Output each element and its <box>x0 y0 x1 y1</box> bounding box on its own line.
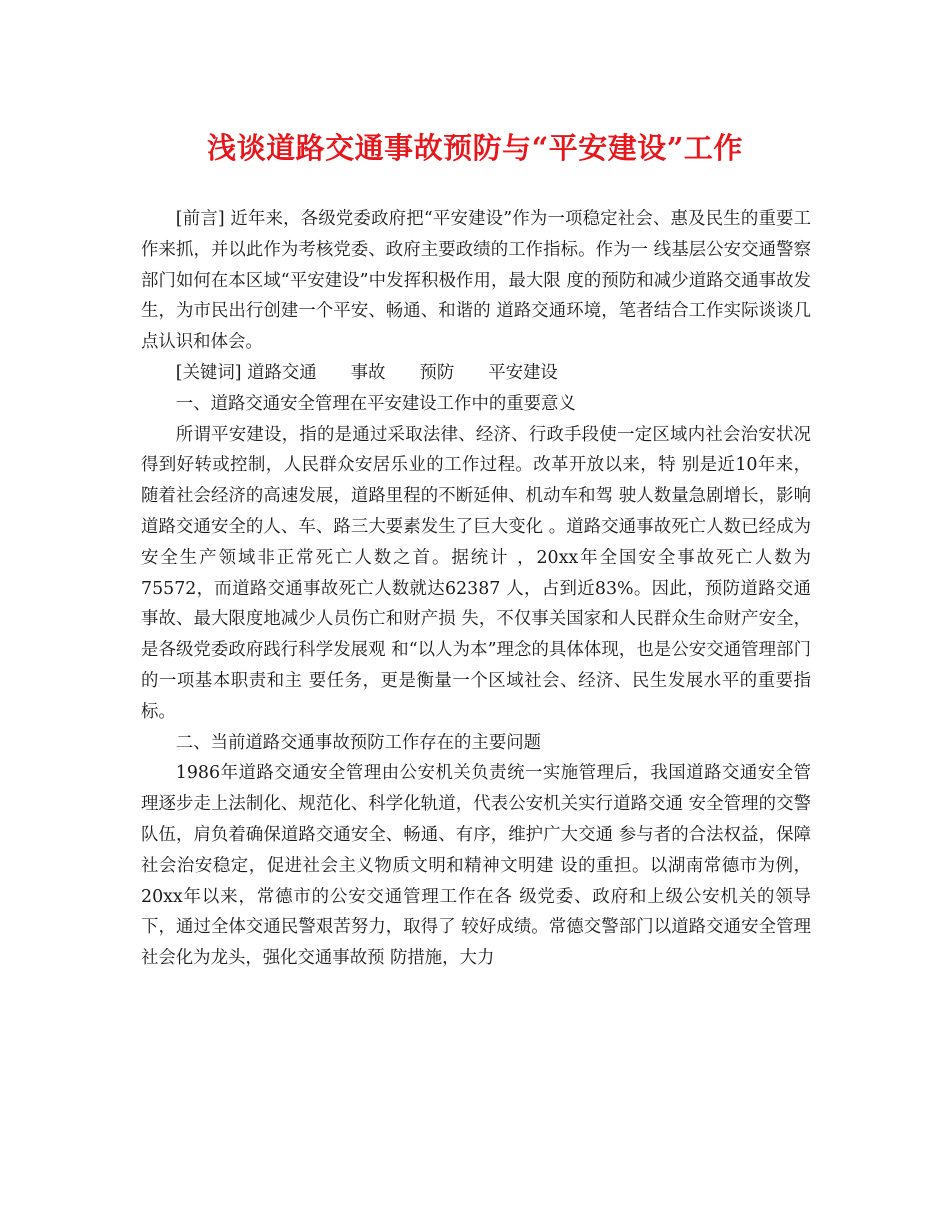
keywords-label: [关键词] <box>175 362 242 383</box>
section-paragraph: 所谓平安建设，指的是通过采取法律、经济、行政手段使一定区域内社会治安状况得到好转或控制，人民群众安居乐业的工作过程。改革开放以来，特 别是近10年来，随着社会经济的高速发展，道路里程的不断延伸、机动车和驾 驶人数量急剧增长，影响道路交通安全的人、车、路三大要素发生了巨大变化 。道路交通事故死亡人数已经成为安全生产领域非正常死亡人数之首。据统计 ，20xx年全国安全事故死亡人数为75572，而道路交通事故死亡人数就达62387 人，占到近83%。因此，预防道路交通事故、最大限度地减少人员伤亡和财产损 失，不仅事关国家和人民群众生命财产安全，是各级党委政府践行科学发展观 和“以人为本”理念的具体体现，也是公安交通管理部门的一项基本职责和主 要任务，更是衡量一个区域社会、经济、民生发展水平的重要指标。 <box>141 424 811 722</box>
keyword-item: 平安建设 <box>488 362 558 383</box>
section-heading: 一、道路交通安全管理在平安建设工作中的重要意义 <box>175 393 576 414</box>
section-heading: 二、当前道路交通事故预防工作存在的主要问题 <box>175 732 542 753</box>
section-paragraph: 1986年道路交通安全管理由公安机关负责统一实施管理后，我国道路交通安全管理逐步走上法制化、规范化、科学化轨道，代表公安机关实行道路交通 安全管理的交警队伍，肩负着确保道路交通安全、畅通、有序，维护广大交通 参与者的合法权益，保障社会治安稳定，促进社会主义物质文明和精神文明建 设的重担。以湖南常德市为例，20xx年以来，常德市的公安交通管理工作在各 级党委、政府和上级公安机关的领导下，通过全体交通民警艰苦努力，取得了 较好成绩。常德交警部门以道路交通安全管理社会化为龙头，强化交通事故预 防措施，大力 <box>141 763 811 969</box>
keyword-item: 预防 <box>419 362 455 383</box>
keyword-item: 道路交通 <box>247 362 317 383</box>
keyword-item: 事故 <box>350 362 386 383</box>
preface-paragraph: [前言] 近年来，各级党委政府把“平安建设”作为一项稳定社会、惠及民生的重要工作来抓，并以此作为考核党委、政府主要政绩的工作指标。作为一 线基层公安交通警察部门如何在本区域“平安建设”中发挥积极作用，最大限 度的预防和减少道路交通事故发生，为市民出行创建一个平安、畅通、和谐的 道路交通环境，笔者结合工作实际谈谈几点认识和体会。 <box>141 209 811 353</box>
keywords-line <box>141 358 811 389</box>
document-body <box>141 204 811 974</box>
document-title: 浅谈道路交通事故预防与“平安建设”工作 <box>207 131 743 165</box>
